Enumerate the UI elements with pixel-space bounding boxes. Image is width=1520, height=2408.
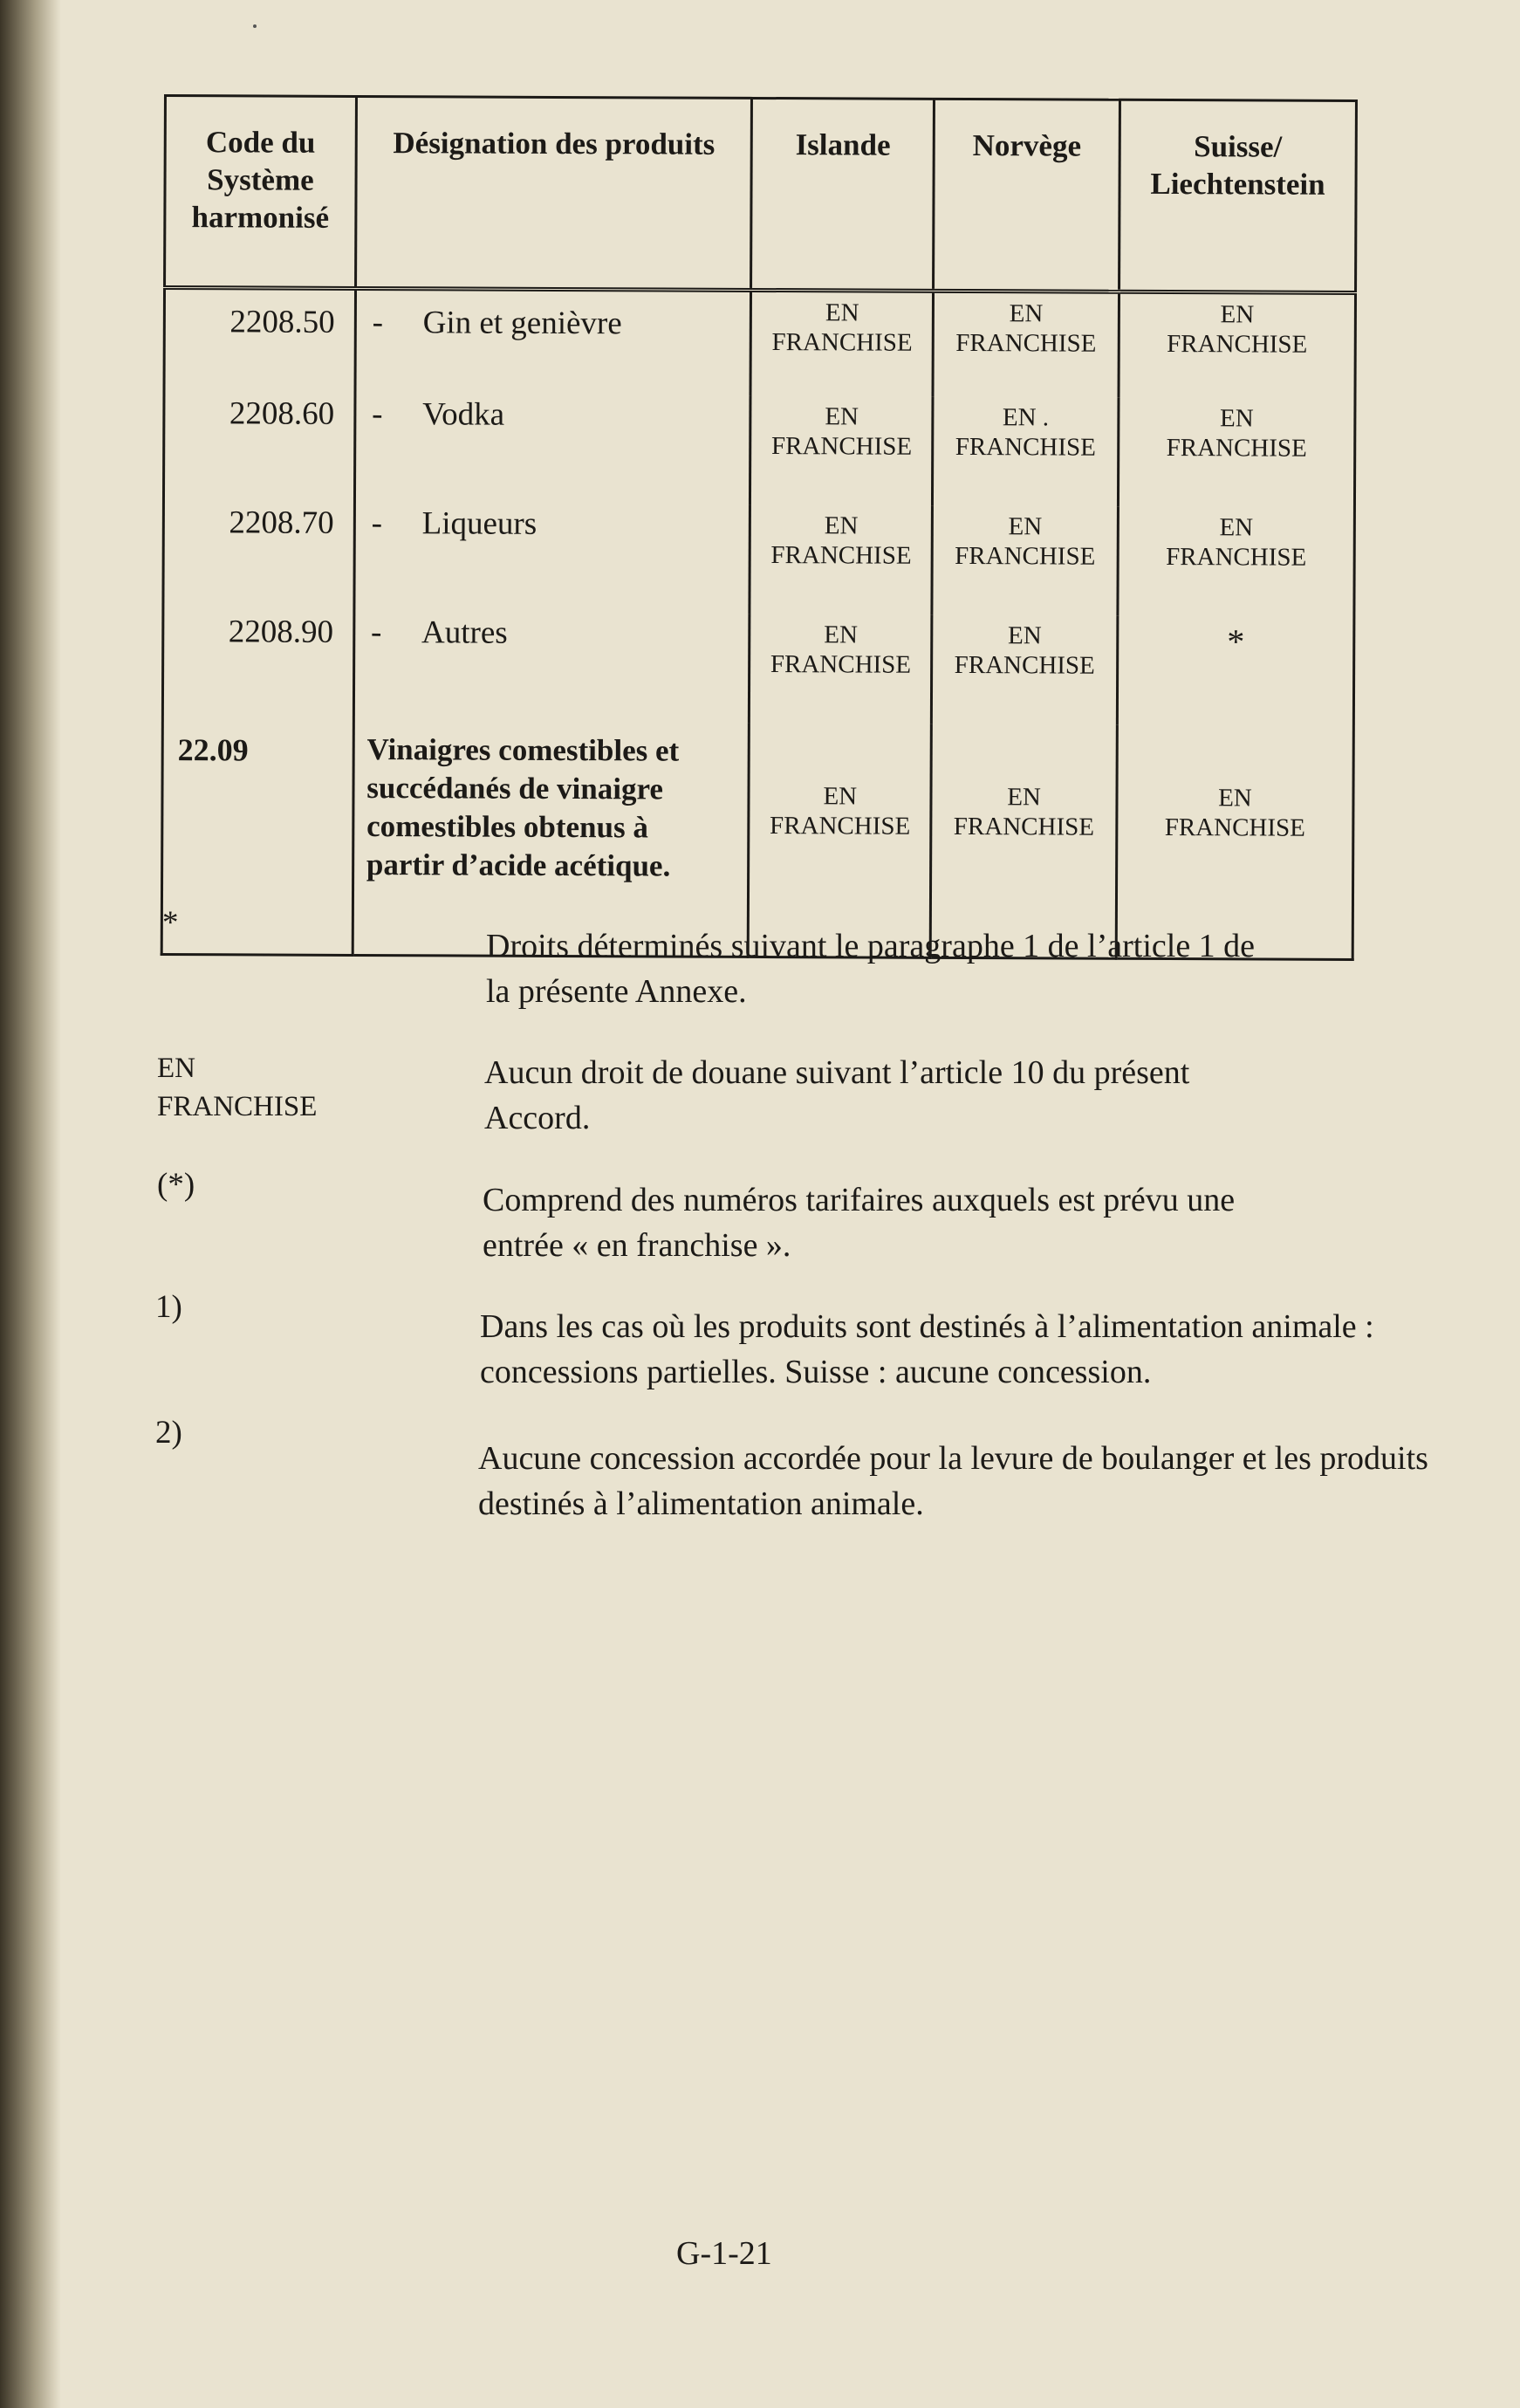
designation-text: Autres — [421, 614, 508, 651]
footnote-line: concessions partielles. Suisse : aucune concession. — [480, 1354, 1152, 1390]
header-suisse-line: Liechtenstein — [1150, 166, 1325, 202]
footnote-mark: EN FRANCHISE — [157, 1053, 318, 1122]
designation-cell — [355, 288, 751, 395]
status-line: FRANCHISE — [771, 328, 913, 357]
status-line: EN — [1219, 404, 1254, 433]
footnote-text — [480, 1304, 1520, 1395]
designation-cell — [354, 394, 750, 505]
code-cell: 2208.60 — [163, 394, 354, 504]
status-line: EN — [1220, 300, 1255, 329]
code-cell: 2208.70 — [163, 503, 354, 613]
islande-cell — [750, 505, 932, 615]
footnote-text — [483, 1177, 1520, 1268]
page-number: G-1-21 — [676, 2235, 772, 2272]
islande-cell — [750, 396, 933, 506]
dash: - — [372, 305, 384, 341]
designation-cell — [354, 504, 750, 614]
status-line: EN — [824, 511, 859, 540]
designation-cell — [353, 722, 750, 957]
suisse-cell — [1117, 616, 1354, 726]
status-line: EN — [1219, 513, 1254, 542]
footnote-line: Dans les cas où les produits sont destinés à l’alimentation animale : — [480, 1308, 1374, 1345]
footnote-line: Comprend des numéros tarifaires auxquels est prévu une — [483, 1182, 1236, 1218]
footnote-mark: 2) — [155, 1415, 182, 1451]
header-code-line: Système — [207, 162, 314, 197]
header-designation-text: Désignation des produits — [393, 126, 715, 161]
speck — [253, 24, 257, 28]
suisse-cell — [1118, 507, 1355, 617]
header-islande-text: Islande — [795, 127, 891, 162]
header-norvege-text: Norvège — [972, 128, 1082, 163]
footnote-line: Aucun droit de douane suivant l’article 10 du présent — [484, 1054, 1190, 1091]
header-code-line: Code du — [205, 125, 316, 160]
code-cell: 2208.50 — [164, 288, 355, 394]
code-cell: 22.09 — [161, 721, 353, 955]
footnote-mark: 1) — [155, 1289, 182, 1325]
status-line: EN — [1218, 784, 1252, 813]
status-line: FRANCHISE — [1167, 330, 1308, 359]
status-line: EN — [824, 621, 859, 649]
footnote-line: Aucune concession accordée pour la levure de boulanger et les produits — [478, 1440, 1428, 1477]
islande-cell — [750, 614, 932, 724]
table-row — [163, 503, 1355, 617]
designation-line: Vinaigres comestibles et — [366, 732, 680, 768]
designation-line: partir d’acide acétique. — [366, 847, 671, 883]
asterisk-mark: * — [1227, 621, 1245, 662]
footnote-text — [484, 1050, 1520, 1141]
footnote-mark: * — [162, 905, 179, 941]
status-line: FRANCHISE — [770, 432, 913, 461]
suisse-cell — [1118, 398, 1355, 508]
status-line: EN — [1007, 621, 1042, 650]
status-line: FRANCHISE — [1164, 813, 1305, 842]
norvege-cell — [932, 615, 1118, 725]
header-islande — [751, 98, 935, 291]
table-row — [164, 288, 1356, 399]
footnote-text — [478, 1436, 1520, 1526]
footnote-line: entrée « en franchise ». — [483, 1227, 791, 1264]
designation-line: comestibles obtenus à — [366, 809, 649, 845]
status-line: EN — [825, 402, 859, 431]
status-line: EN . — [1002, 403, 1050, 432]
status-line: FRANCHISE — [1166, 543, 1307, 572]
status-line: FRANCHISE — [955, 541, 1096, 571]
status-line: FRANCHISE — [954, 650, 1095, 680]
status-line: EN — [1009, 299, 1044, 328]
footnote-mark: (*) — [157, 1167, 195, 1203]
footnote-text — [486, 923, 1520, 1014]
header-norvege — [934, 99, 1120, 292]
header-suisse — [1119, 99, 1356, 292]
designation-cell — [353, 613, 750, 724]
status-line: EN — [1008, 512, 1043, 541]
status-line: FRANCHISE — [955, 432, 1096, 462]
status-line: FRANCHISE — [953, 812, 1095, 841]
islande-cell — [750, 290, 933, 396]
table-row — [163, 394, 1355, 508]
header-code-line: harmonisé — [191, 200, 330, 235]
tariff-table — [161, 94, 1358, 961]
footnote-line: Droits déterminés suivant le paragraphe 1 de l’article 1 de — [486, 928, 1256, 964]
status-line: FRANCHISE — [770, 812, 911, 840]
code-cell: 2208.90 — [162, 612, 353, 722]
header-designation — [355, 96, 752, 290]
dash: - — [371, 614, 382, 651]
table-header-row — [165, 96, 1357, 293]
norvege-cell — [933, 291, 1119, 397]
suisse-cell — [1119, 292, 1356, 399]
status-line: EN — [825, 298, 859, 327]
status-line: EN — [823, 782, 858, 811]
header-code — [165, 96, 357, 289]
norvege-cell — [933, 397, 1119, 507]
table-row — [162, 612, 1354, 726]
footnote-line: Accord. — [484, 1100, 591, 1136]
header-suisse-line: Suisse/ — [1194, 129, 1283, 164]
footnote-line: la présente Annexe. — [486, 973, 747, 1010]
dash: - — [372, 396, 383, 433]
book-spine-shadow — [0, 0, 61, 2408]
dash: - — [371, 505, 383, 542]
status-line: FRANCHISE — [955, 328, 1097, 358]
designation-text: Liqueurs — [421, 505, 537, 542]
status-line: FRANCHISE — [770, 541, 912, 570]
designation-text: Vodka — [422, 396, 505, 433]
status-line: EN — [1007, 783, 1041, 812]
designation-line: succédanés de vinaigre — [366, 771, 664, 806]
status-line: FRANCHISE — [1166, 434, 1307, 463]
designation-text: Gin et genièvre — [422, 305, 622, 342]
norvege-cell — [932, 506, 1118, 616]
footnote-line: destinés à l’alimentation animale. — [478, 1485, 924, 1522]
status-line: FRANCHISE — [770, 650, 912, 679]
